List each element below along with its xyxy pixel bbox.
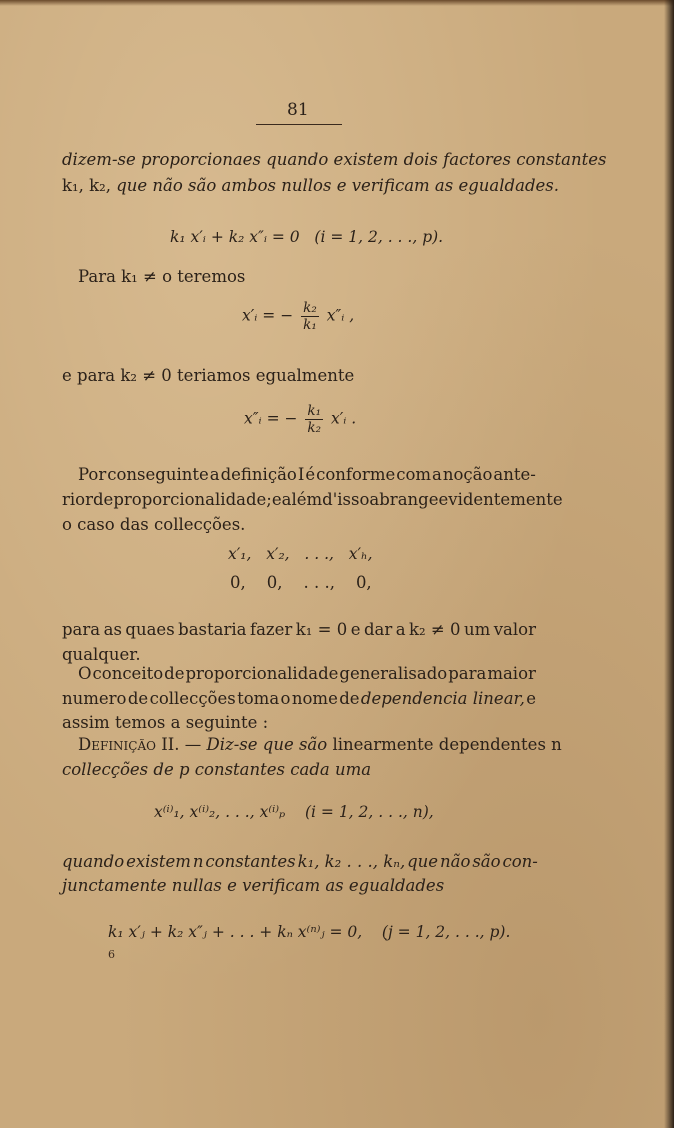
word: con-	[502, 852, 538, 871]
word: e	[350, 620, 361, 639]
equation-collections-range: (i = 1, 2, . . ., n),	[304, 803, 434, 821]
intro-line-2-text: que não são ambos nullos e verificam as egualdades.	[116, 176, 559, 195]
condition-line-1	[62, 852, 538, 871]
word: quando	[62, 852, 125, 871]
fraction-k1-k2	[305, 403, 323, 436]
word: nome	[291, 689, 338, 708]
word: além	[281, 490, 323, 509]
word: d'isso	[322, 490, 370, 509]
word: collecções	[149, 689, 236, 708]
header-rule	[256, 124, 342, 125]
word: para	[448, 664, 487, 683]
paragraph2-line-1	[62, 620, 536, 639]
paragraph1-line-2	[62, 490, 563, 509]
word: proporcionalidade;	[113, 490, 272, 509]
matrix-cell: x′₁,	[228, 545, 252, 563]
word: a	[395, 620, 406, 639]
fraction-denominator: k₂	[307, 420, 322, 436]
matrix-cell: . . .,	[303, 573, 335, 592]
word: toma	[237, 689, 280, 708]
page-edge-shadow	[664, 0, 674, 1128]
definition-italic-text: Diz-se que são	[206, 735, 328, 754]
collection-row-1	[228, 545, 373, 563]
equation-xi-second-lhs: x″ᵢ = −	[244, 409, 298, 428]
word: noção	[442, 465, 493, 484]
word: existem	[126, 852, 191, 871]
equation-xi-prime-lhs: x′ᵢ = −	[242, 306, 294, 325]
word: são	[472, 852, 501, 871]
word: com	[396, 465, 432, 484]
signature-mark: 6	[108, 948, 115, 961]
matrix-cell: . . .,	[304, 545, 334, 563]
word: dar	[363, 620, 393, 639]
word: rior	[62, 490, 93, 509]
word: bastaria	[178, 620, 247, 639]
equation-xi-second-rhs: x′ᵢ .	[330, 409, 357, 428]
word: conseguinte	[107, 465, 209, 484]
word: a	[432, 465, 442, 484]
matrix-cell: x′ₕ,	[348, 545, 373, 563]
equation-final-range: (j = 1, 2, . . ., p).	[381, 923, 511, 941]
equation-main-lhs: k₁ x′ᵢ + k₂ x″ᵢ = 0	[170, 228, 300, 246]
word: as	[103, 620, 122, 639]
equation-xi-second	[244, 403, 356, 436]
equation-xi-prime-rhs: x″ᵢ ,	[326, 306, 355, 325]
paragraph3-line-1	[78, 664, 536, 683]
word: ante-	[493, 465, 536, 484]
word: I	[297, 465, 305, 484]
page-number: 81	[287, 100, 309, 120]
word: a	[209, 465, 220, 484]
word: generalisado	[339, 664, 448, 683]
word: não	[440, 852, 471, 871]
definition-line-1	[78, 735, 562, 754]
paragraph1-line-1	[78, 465, 536, 484]
word: conceito	[92, 664, 164, 683]
intro-line-2	[62, 176, 559, 195]
word: dependencia linear,	[360, 689, 525, 708]
word: de	[127, 689, 149, 708]
word: abrange	[369, 490, 439, 509]
word: e	[271, 490, 282, 509]
para-k2-text: e para k₂ ≠ 0 teriamos egualmente	[62, 366, 355, 385]
paragraph3-line-3: assim temos a seguinte :	[62, 713, 269, 732]
matrix-cell: x′₂,	[266, 545, 290, 563]
fraction-numerator: k₁	[307, 403, 322, 419]
equation-final	[108, 923, 510, 941]
word: conforme	[316, 465, 396, 484]
word: numero	[62, 689, 127, 708]
word: evidentemente	[438, 490, 563, 509]
matrix-cell: 0,	[266, 573, 283, 592]
word: valor	[493, 620, 536, 639]
equation-collections	[154, 803, 434, 821]
definition-regular-text: linearmente dependentes n	[327, 735, 562, 754]
word: O	[78, 664, 92, 683]
intro-line-1: dizem-se proporcionaes quando existem dois factores constantes	[62, 150, 607, 169]
word: Por	[78, 465, 107, 484]
fraction-numerator: k₂	[303, 300, 317, 316]
word: constantes	[205, 852, 296, 871]
condition-line-2: junctamente nullas e verificam as egualdades	[62, 876, 445, 895]
collection-row-2	[230, 573, 372, 592]
word: de	[93, 490, 114, 509]
equation-xi-prime	[242, 300, 354, 333]
definition-dash: —	[179, 735, 207, 754]
matrix-cell: 0,	[355, 573, 372, 592]
word: que	[407, 852, 439, 871]
equation-main	[170, 228, 443, 246]
paragraph2-line-2: qualquer.	[62, 645, 141, 664]
word: k₁, k₂ . . ., kₙ,	[297, 852, 406, 871]
word: k₁ = 0	[295, 620, 348, 639]
equation-final-lhs: k₁ x′ⱼ + k₂ x″ⱼ + . . . + kₙ x⁽ⁿ⁾ⱼ = 0,	[108, 923, 363, 941]
word: k₂ ≠ 0	[409, 620, 461, 639]
word: um	[463, 620, 491, 639]
fraction-denominator: k₁	[303, 317, 317, 333]
matrix-cell: 0,	[230, 573, 246, 592]
paragraph3-line-2	[62, 689, 536, 708]
word: quaes	[125, 620, 175, 639]
word: fazer	[249, 620, 293, 639]
word: o	[280, 689, 291, 708]
word: e	[526, 689, 536, 708]
paragraph1-line-3: o caso das collecções.	[62, 515, 246, 534]
word: n	[192, 852, 204, 871]
word: proporcionalidade	[185, 664, 339, 683]
word: definição	[220, 465, 297, 484]
word: maior	[487, 664, 536, 683]
word: é	[305, 465, 316, 484]
word: para	[62, 620, 101, 639]
word: de	[339, 689, 360, 708]
equation-collections-terms: x⁽ⁱ⁾₁, x⁽ⁱ⁾₂, . . ., x⁽ⁱ⁾ₚ	[154, 803, 286, 821]
para-k1-text: Para k₁ ≠ o teremos	[78, 267, 246, 286]
definition-line-2: collecções de p constantes cada uma	[62, 760, 372, 779]
word: de	[164, 664, 185, 683]
page-top-shadow	[0, 0, 674, 6]
equation-main-range: (i = 1, 2, . . ., p).	[314, 228, 444, 246]
fraction-k2-k1	[301, 300, 319, 333]
constants-k1-k2: k₁, k₂,	[62, 176, 111, 195]
definition-label: Definição II.	[78, 735, 180, 754]
